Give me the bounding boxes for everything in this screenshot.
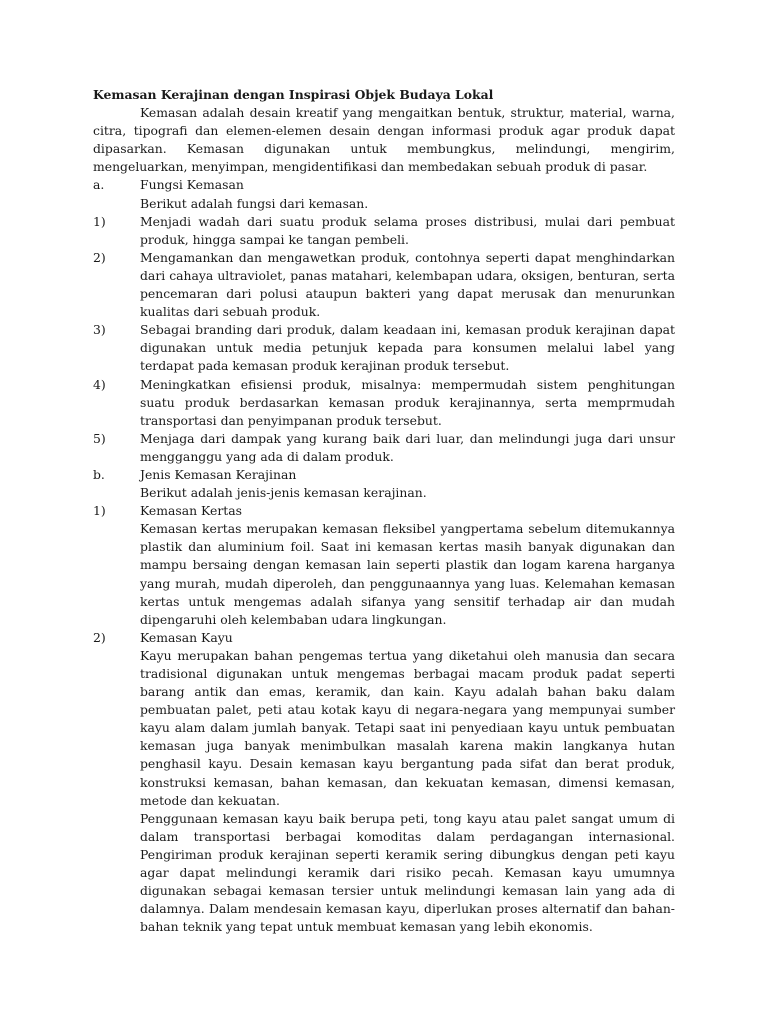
list-text: Sebagai branding dari produk, dalam keadaan ini, kemasan produk kerajinan dapat digunakan untuk media petunjuk kepada para konsumen melalui label yang terdapat pada kemasan produk kerajinan produk tersebut. <box>140 322 675 374</box>
list-heading: Kemasan Kayu <box>140 629 233 645</box>
list-text: Kayu merupakan bahan pengemas tertua yang diketahui oleh manusia dan secara tradisional digunakan untuk mengemas berbagai macam produk padat seperti barang antik dan emas, keramik, dan kain. Kayu adalah bahan baku dalam pembuatan palet, peti atau kotak kayu di negara-negara yang mempunyai sumber kayu alam dalam jumlah banyak. Tetapi saat ini penyediaan kayu untuk pembuatan kemasan juga banyak menimbulkan masalah karena makin langkanya hutan penghasil kayu. Desain kemasan kayu bergantung pada sifat dan berat produk, konstruksi kemasan, bahan kemasan, dan kekuatan kemasan, dimensi kemasan, metode dan kekuatan. <box>140 647 675 808</box>
list-number: 1) <box>93 503 106 519</box>
list-text: Kemasan kertas merupakan kemasan fleksibel yangpertama sebelum ditemukannya plastik dan aluminium foil. Saat ini kemasan kertas masih banyak digunakan dan mampu bersaing dengan kemasan lain seperti plastik dan logam karena harganya yang murah, mudah diperoleh, dan penggunaannya yang luas. Kelemahan kemasan kertas untuk mengemas adalah sifanya yang sensitif terhadap air dan mudah dipengaruhi oleh kelembaban udara lingkungan. <box>140 521 675 627</box>
list-text: Menjadi wadah dari suatu produk selama proses distribusi, mulai dari pembuat produk, hingga sampai ke tangan pembeli. <box>140 213 675 247</box>
intro-paragraph: Kemasan adalah desain kreatif yang mengaitkan bentuk, struktur, material, warna, citra, tipografi dan elemen-elemen desain dengan informasi produk agar produk dapat dipasarkan. Kemasan digunakan untuk membungkus, melindungi, mengirim, mengeluarkan, menyimpan, mengidentifikasi dan membedakan sebuah produk di pasar. <box>93 105 675 175</box>
list-text: Penggunaan kemasan kayu baik berupa peti, tong kayu atau palet sangat umum di dalam transportasi berbagai komoditas dalam perdagangan internasional. Pengiriman produk kerajinan seperti keramik sering dibungkus dengan peti kayu agar dapat melindungi keramik dari risiko pecah. Kemasan kayu umumnya digunakan sebagai kemasan tersier untuk melindungi kemasan lain yang ada di dalamnya. Dalam mendesain kemasan kayu, diperlukan proses alternatif dan bahan-bahan teknik yang tepat untuk membuat kemasan yang lebih ekonomis. <box>140 810 675 935</box>
section-marker: b. <box>93 466 105 482</box>
list-item <box>93 376 675 430</box>
list-item <box>93 321 675 375</box>
section-b-heading <box>93 466 675 484</box>
section-heading: Fungsi Kemasan <box>140 177 244 193</box>
section-lead: Berikut adalah jenis-jenis kemasan kerajinan. <box>140 485 427 501</box>
list-number: 2) <box>93 629 106 645</box>
document-title: Kemasan Kerajinan dengan Inspirasi Objek Budaya Lokal <box>93 87 494 102</box>
list-item <box>93 213 675 249</box>
section-heading: Jenis Kemasan Kerajinan <box>140 466 297 482</box>
list-text: Mengamankan dan mengawetkan produk, contohnya seperti dapat menghindarkan dari cahaya ultraviolet, panas matahari, kelembapan udara, oksigen, benturan, serta pencemaran dari polusi ataupun bakteri yang dapat merusak dan menurunkan kualitas dari sebuah produk. <box>140 249 675 320</box>
section-lead: Berikut adalah fungsi dari kemasan. <box>140 195 369 211</box>
section-marker: a. <box>93 177 105 193</box>
list-heading: Kemasan Kertas <box>140 503 242 519</box>
list-item <box>93 249 675 321</box>
list-number: 3) <box>93 322 106 338</box>
list-number: 4) <box>93 376 106 392</box>
list-text: Menjaga dari dampak yang kurang baik dari luar, dan melindungi juga dari unsur mengganggu yang ada di dalam produk. <box>140 430 675 464</box>
list-item <box>93 629 675 647</box>
list-number: 5) <box>93 430 106 446</box>
list-item <box>93 502 675 520</box>
list-item <box>93 430 675 466</box>
list-number: 1) <box>93 213 106 229</box>
list-text: Meningkatkan efisiensi produk, misalnya: mempermudah sistem penghitungan suatu produk berdasarkan kemasan produk kerajinannya, serta memprmudah transportasi dan penyimpanan produk tersebut. <box>140 376 675 428</box>
section-a-heading <box>93 176 675 194</box>
document-page <box>93 86 675 936</box>
list-number: 2) <box>93 249 106 265</box>
